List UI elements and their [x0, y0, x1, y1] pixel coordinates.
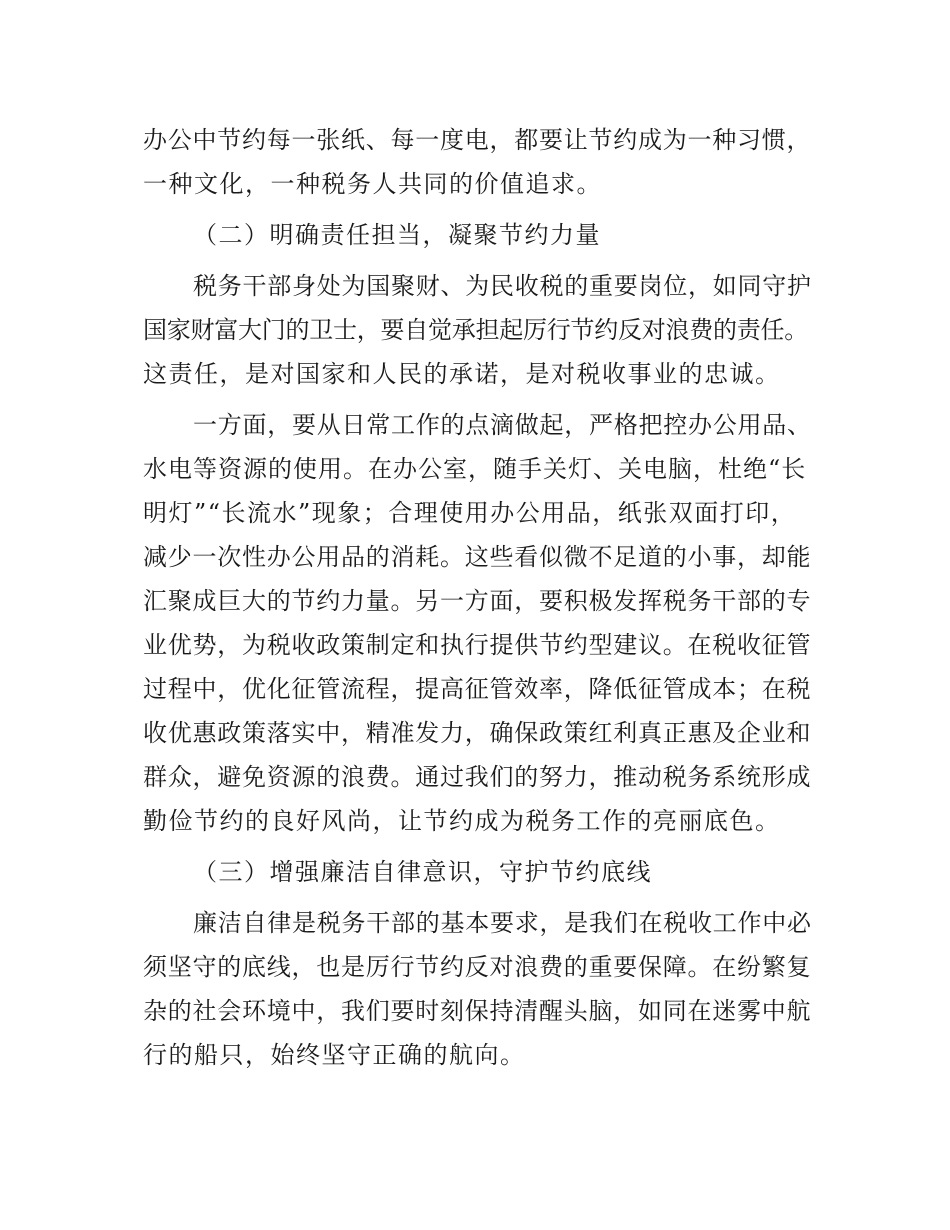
section-heading: （二）明确责任担当，凝聚节约力量 — [193, 221, 601, 249]
paragraph-line: 群众，避免资源的浪费。通过我们的努力，推动税务系统形成 — [143, 763, 812, 791]
paragraph-line: 过程中，优化征管流程，提高征管效率，降低征管成本；在税 — [143, 675, 812, 703]
paragraph-line: 办公中节约每一张纸、每一度电，都要让节约成为一种习惯， — [143, 126, 812, 154]
paragraph-line: 廉洁自律是税务干部的基本要求，是我们在税收工作中必 — [193, 909, 812, 937]
paragraph-line: 汇聚成巨大的节约力量。另一方面，要积极发挥税务干部的专 — [143, 587, 812, 615]
paragraph-line: 一方面，要从日常工作的点滴做起，严格把控办公用品、 — [193, 411, 812, 439]
paragraph-line: 税务干部身处为国聚财、为民收税的重要岗位，如同守护 — [193, 272, 812, 300]
paragraph-line: 行的船只，始终坚守正确的航向。 — [143, 1041, 526, 1069]
paragraph-line: 杂的社会环境中，我们要时刻保持清醒头脑，如同在迷雾中航 — [143, 997, 812, 1025]
paragraph-line: 减少一次性办公用品的消耗。这些看似微不足道的小事，却能 — [143, 543, 812, 571]
paragraph-line: 明灯”“长流水”现象；合理使用办公用品，纸张双面打印， — [143, 499, 797, 527]
paragraph-line: 水电等资源的使用。在办公室，随手关灯、关电脑，杜绝“长 — [143, 455, 807, 483]
paragraph-line: 收优惠政策落实中，精准发力，确保政策红利真正惠及企业和 — [143, 719, 812, 747]
paragraph-line: 一种文化，一种税务人共同的价值追求。 — [143, 170, 602, 198]
paragraph-line: 这责任，是对国家和人民的承诺，是对税收事业的忠诚。 — [143, 360, 781, 388]
paragraph-line: 须坚守的底线，也是厉行节约反对浪费的重要保障。在纷繁复 — [143, 953, 812, 981]
paragraph-line: 国家财富大门的卫士，要自觉承担起厉行节约反对浪费的责任。 — [143, 316, 808, 344]
paragraph-line: 业优势，为税收政策制定和执行提供节约型建议。在税收征管 — [143, 631, 812, 659]
paragraph-line: 勤俭节约的良好风尚，让节约成为税务工作的亮丽底色。 — [143, 807, 781, 835]
section-heading: （三）增强廉洁自律意识，守护节约底线 — [193, 858, 652, 886]
